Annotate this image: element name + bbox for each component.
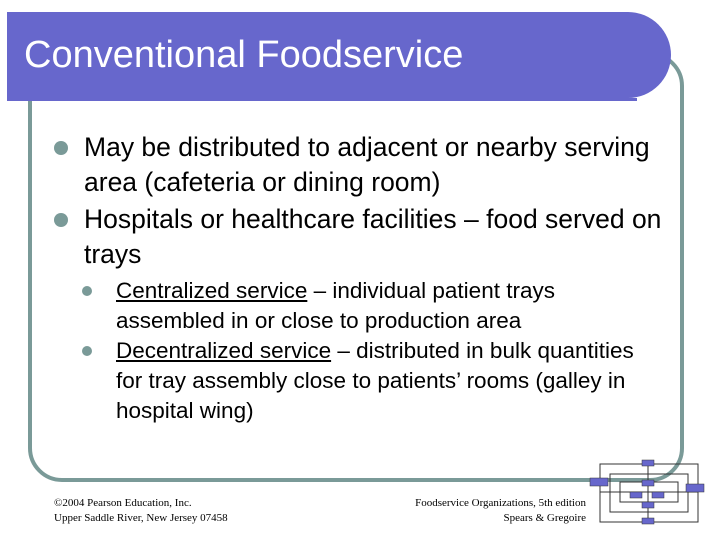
bullet-text: Hospitals or healthcare facilities – food served on trays [84,204,662,269]
footer-book-credit [415,496,586,526]
title-underline [7,98,637,101]
footer-address-line: Upper Saddle River, New Jersey 07458 [54,512,228,524]
sub-bullet-term: Decentralized service [116,338,332,363]
sub-bullet-text: – distributed in bulk quantities for tray assembly close to patients’ rooms (galley in hospital wing) [116,338,634,423]
bullet-text: May be distributed to adjacent or nearby serving area (cafeteria or dining room) [84,132,650,197]
bullet-item [54,130,674,200]
footer-copyright [54,496,228,526]
flowchart-icon [588,456,708,530]
bullet-list [54,130,674,426]
sub-bullet-item [82,276,642,336]
sub-bullet-disc-icon [82,346,92,356]
bullet-disc-icon [54,213,68,227]
sub-bullet-item [82,336,642,426]
sub-bullet-disc-icon [82,286,92,296]
footer-authors: Spears & Gregoire [503,512,586,524]
footer-copyright-line: ©2004 Pearson Education, Inc. [54,497,192,509]
bullet-disc-icon [54,141,68,155]
sub-bullet-list [82,276,642,426]
bullet-item [54,202,674,272]
sub-bullet-text: – individual patient trays assembled in or close to production area [116,278,555,333]
slide-title: Conventional Foodservice [24,34,464,76]
sub-bullet-term: Centralized service [116,278,308,303]
footer-book-title: Foodservice Organizations, 5th edition [415,497,586,509]
